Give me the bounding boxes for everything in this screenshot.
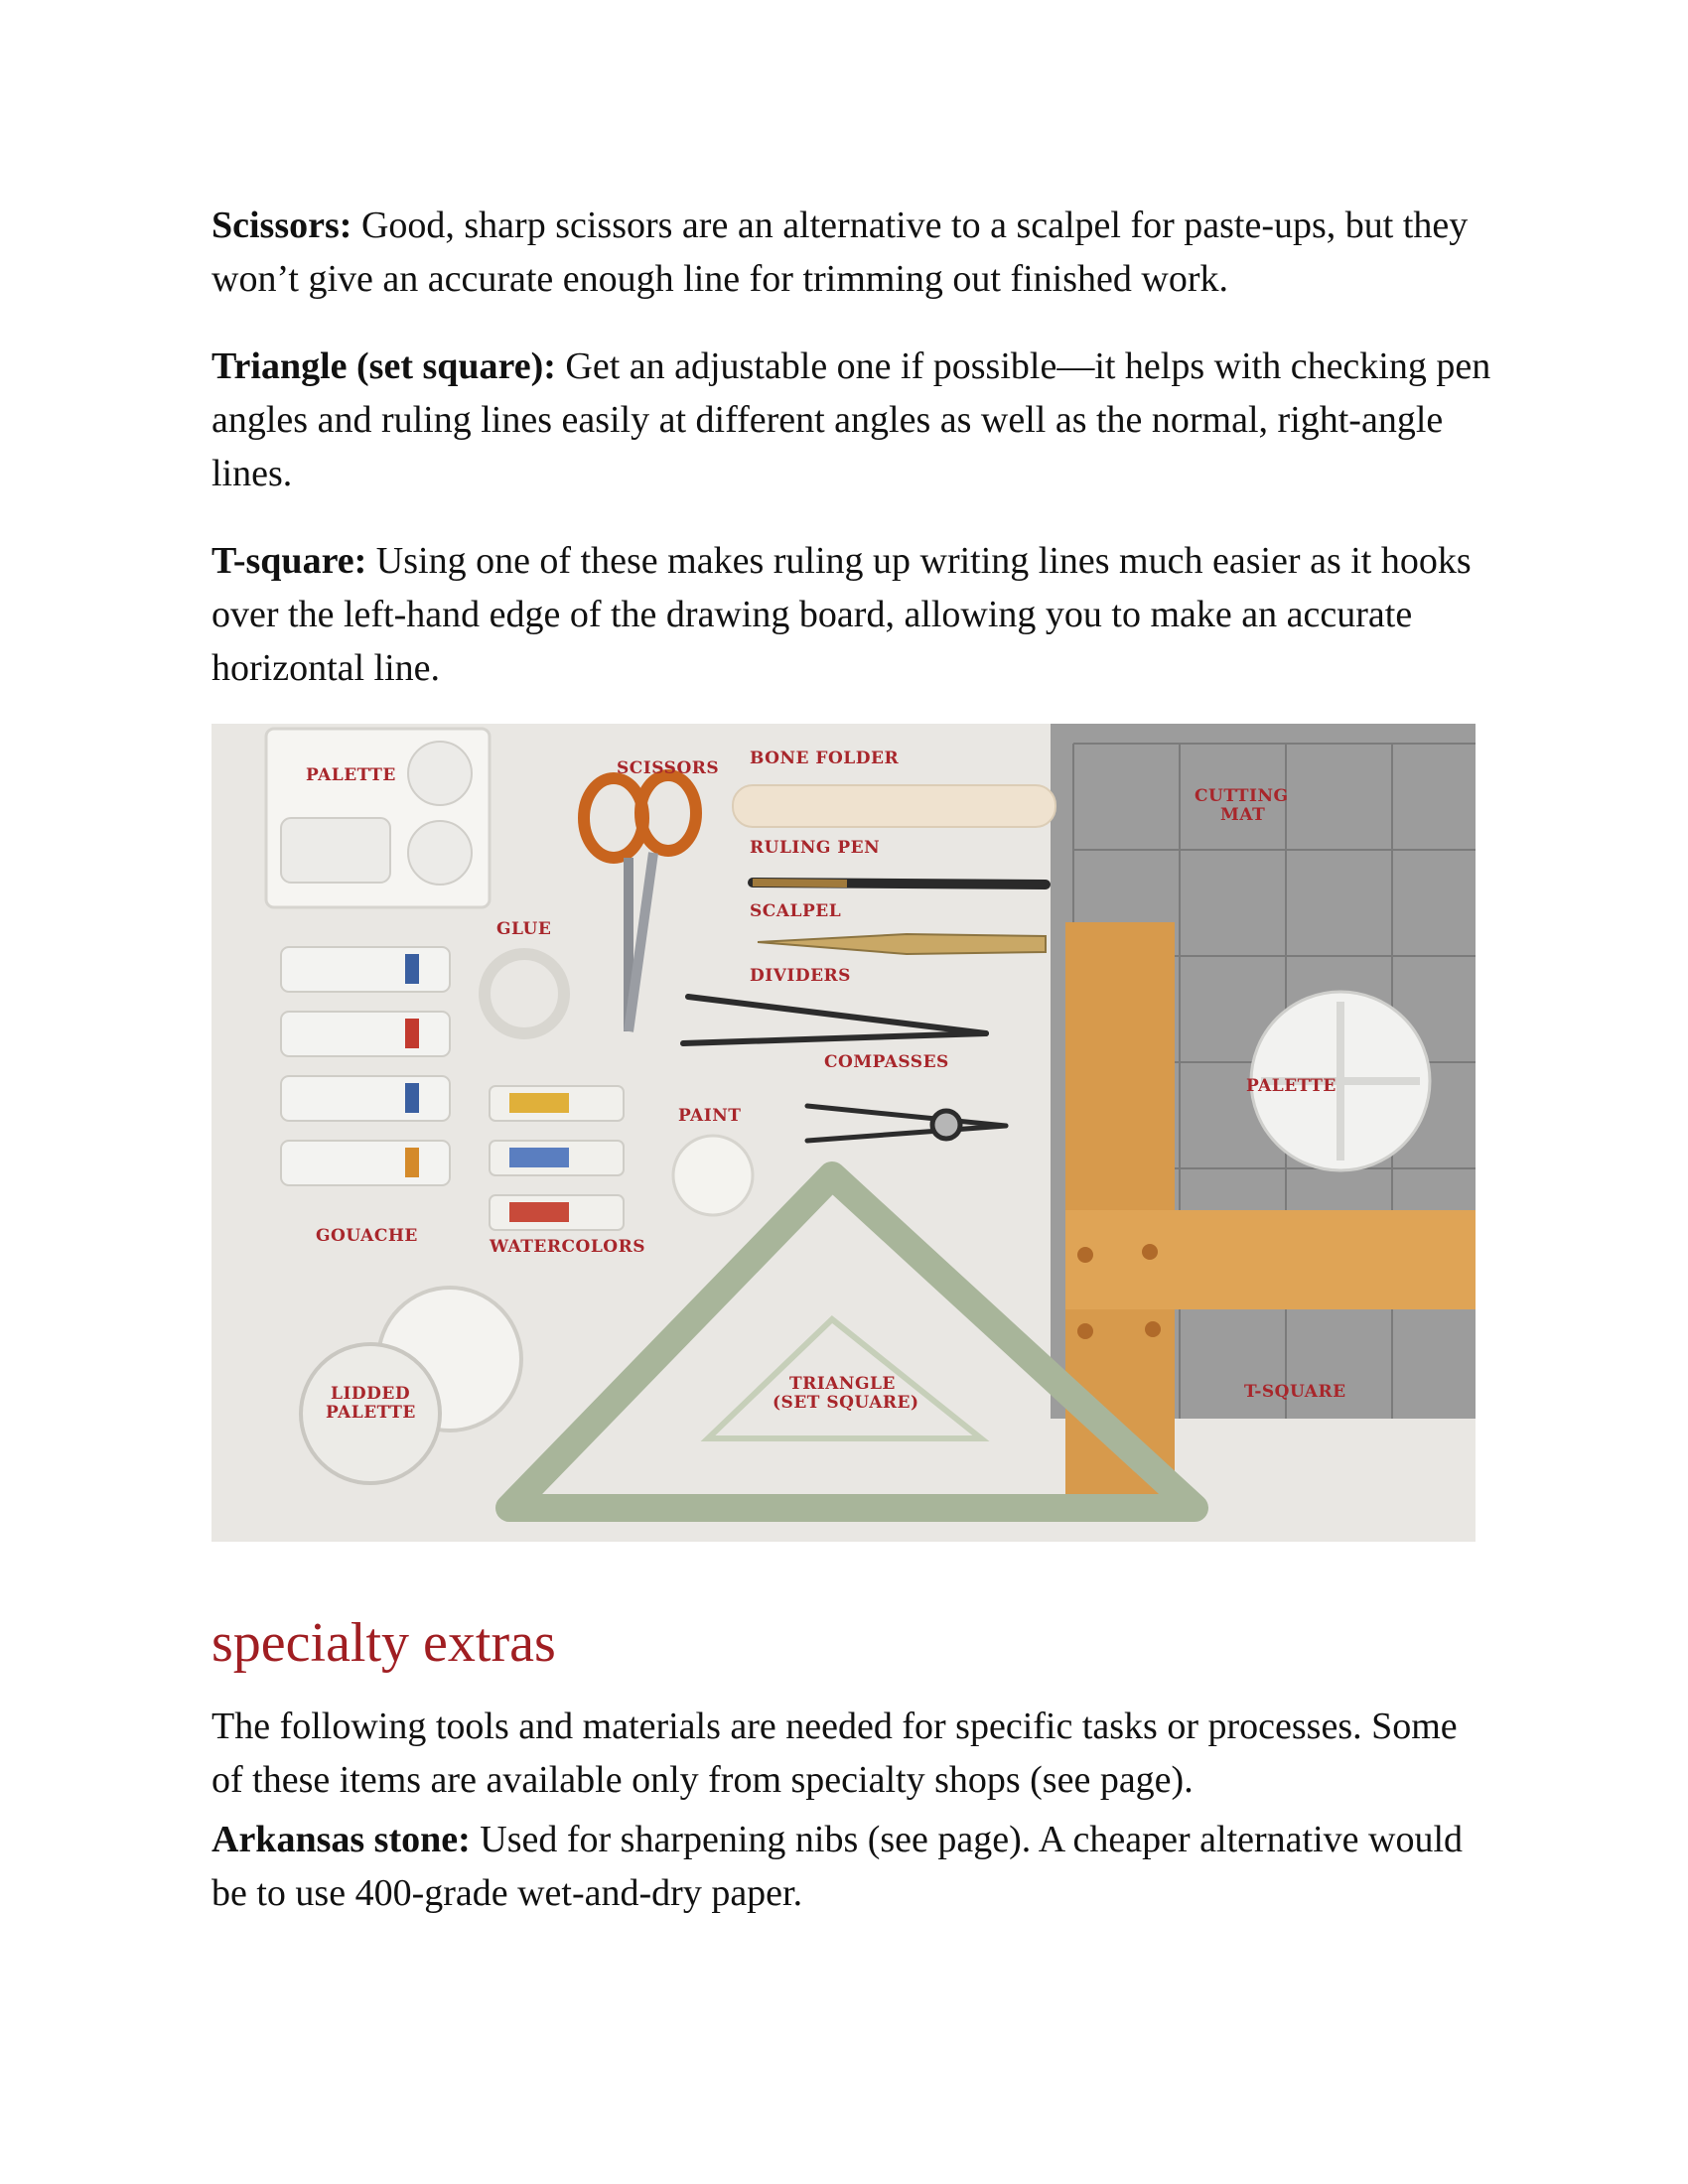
label-gouache: GOUACHE <box>316 1226 418 1246</box>
label-bone-folder: BONE FOLDER <box>750 749 900 768</box>
t-square-blade <box>1065 1210 1476 1309</box>
scissors-paragraph <box>211 199 1492 306</box>
label-cutting-mat-line2: MAT <box>1220 805 1266 825</box>
label-scalpel: SCALPEL <box>750 901 842 921</box>
label-watercolors: WATERCOLORS <box>490 1237 646 1257</box>
bone-folder <box>733 785 1055 827</box>
section-intro: The following tools and materials are needed for specific tasks or processes. Some of these items are available only from specialty shops (see page). <box>211 1706 1458 1801</box>
watercolor-tubes <box>490 1086 624 1230</box>
term-tsquare: T-square: <box>211 540 367 582</box>
label-compasses: COMPASSES <box>824 1052 949 1072</box>
label-cutting-mat-line1: CUTTING <box>1195 786 1289 806</box>
scissors-description: Good, sharp scissors are an alternative to a scalpel for paste-ups, but they won’t give an accurate enough line for trimming out finished work. <box>211 205 1469 300</box>
label-lidded-palette-line1: LIDDED <box>331 1384 411 1404</box>
label-round-palette: PALETTE <box>1246 1076 1336 1096</box>
triangle-paragraph <box>211 340 1492 500</box>
label-dividers: DIVIDERS <box>750 966 851 986</box>
label-ruling-pen: RULING PEN <box>750 838 881 858</box>
tsquare-description: Using one of these makes ruling up writing lines much easier as it hooks over the left-hand edge of the drawing board, allowing you to make an accurate horizontal line. <box>211 540 1472 689</box>
label-glue: GLUE <box>496 919 552 939</box>
label-scissors: SCISSORS <box>617 758 720 778</box>
label-lidded-palette-line2: PALETTE <box>326 1403 416 1423</box>
arkansas-stone-description: Used for sharpening nibs (see page). A cheaper alternative would be to use 400-grade wet-and-dry paper. <box>211 1819 1464 1914</box>
paint-pot <box>673 1136 753 1215</box>
tsquare-paragraph <box>211 534 1492 695</box>
label-palette-tray: PALETTE <box>306 765 396 785</box>
term-scissors: Scissors: <box>211 205 352 246</box>
label-triangle-line2: (SET SQUARE) <box>773 1393 919 1413</box>
label-paint: PAINT <box>678 1106 742 1126</box>
label-triangle-line1: TRIANGLE <box>789 1374 896 1394</box>
arkansas-stone-paragraph <box>211 1813 1492 1920</box>
triangle-description: Get an adjustable one if possible—it helps with checking pen angles and ruling lines easily at different angles as well as the normal, right-angle lines. <box>211 345 1491 494</box>
section-heading: specialty extras <box>211 1612 556 1674</box>
term-arkansas-stone: Arkansas stone: <box>211 1819 471 1860</box>
term-triangle: Triangle (set square): <box>211 345 556 387</box>
label-t-square: T-SQUARE <box>1244 1382 1346 1402</box>
tools-photo <box>211 724 1476 1542</box>
